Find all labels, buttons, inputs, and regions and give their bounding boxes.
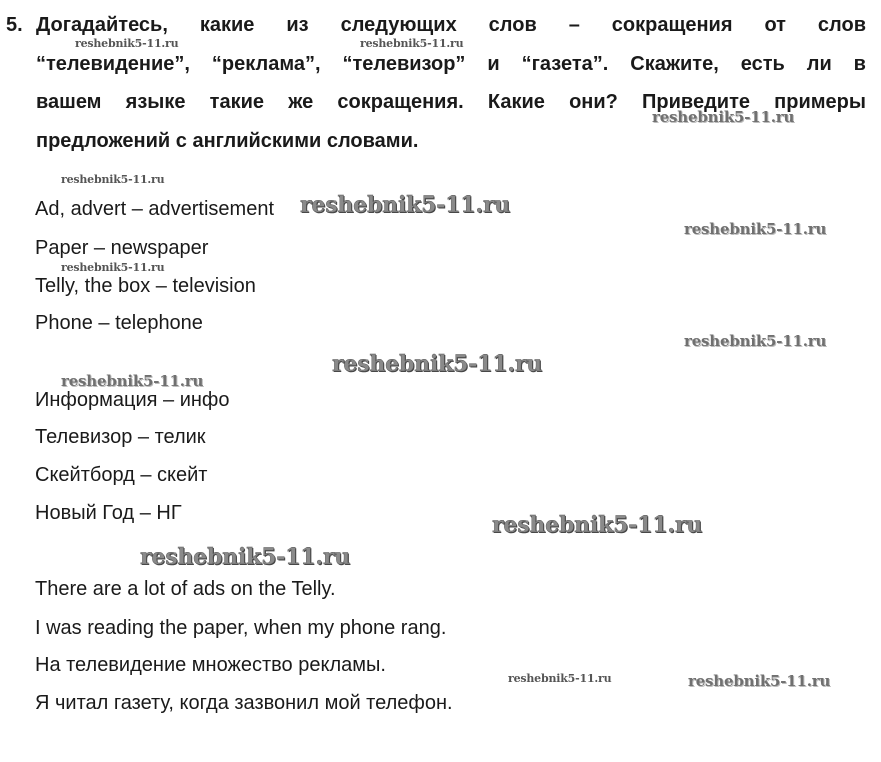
answer-line: Telly, the box – television [35, 275, 256, 297]
task-word: “телевидение”, [36, 52, 190, 75]
task-word: “газета”. [521, 52, 609, 75]
task-word: какие [199, 14, 255, 36]
task-word: 5. Догадайтесь, [6, 6, 168, 45]
task-word: сокращения. [337, 91, 464, 113]
task-word: из [286, 14, 309, 36]
watermark: reshebnik5-11.ru [360, 37, 464, 50]
task-word: они? [569, 91, 618, 113]
answer-line: I was reading the paper, when my phone rang. [35, 617, 447, 639]
watermark: reshebnik5-11.ru [332, 351, 543, 377]
watermark: reshebnik5-11.ru [688, 672, 831, 690]
task-word: следующих [340, 14, 457, 36]
task-word: предложений с английскими словами. [36, 129, 419, 152]
answer-line: Я читал газету, когда зазвонил мой телефон. [35, 692, 453, 714]
task-word: языке [125, 91, 186, 113]
answer-line: Скейтборд – скейт [35, 464, 208, 486]
task-word: Приведите [642, 91, 750, 113]
answer-line: На телевидение множество рекламы. [35, 654, 386, 676]
task-line-4 [6, 122, 866, 161]
answer-line: Ad, advert – advertisement [35, 198, 275, 220]
watermark: reshebnik5-11.ru [61, 372, 204, 390]
answer-line: Телевизор – телик [35, 426, 206, 448]
task-word: примеры [774, 91, 866, 113]
task-word: же [288, 91, 314, 113]
task-word: вашем [36, 91, 102, 113]
task-word: такие [209, 91, 265, 113]
answer-line: Paper – newspaper [35, 237, 209, 259]
watermark: reshebnik5-11.ru [652, 108, 795, 126]
watermark: reshebnik5-11.ru [508, 672, 612, 685]
task-line-2 [6, 45, 866, 84]
watermark: reshebnik5-11.ru [492, 512, 703, 538]
task-word: Скажите, [630, 52, 719, 75]
task-word: сокращения [611, 14, 733, 36]
watermark: reshebnik5-11.ru [684, 332, 827, 350]
task-word: слов [488, 14, 537, 36]
watermark: reshebnik5-11.ru [300, 192, 511, 218]
watermark: reshebnik5-11.ru [75, 37, 179, 50]
answer-line: Информация – инфо [35, 389, 230, 411]
watermark: reshebnik5-11.ru [61, 261, 165, 274]
task-text [6, 6, 866, 160]
task-word: “реклама”, [211, 52, 321, 75]
answer-line: Новый Год – НГ [35, 502, 182, 524]
task-word: ли [806, 52, 832, 75]
task-word: Какие [487, 91, 545, 113]
task-word: есть [740, 52, 785, 75]
watermark: reshebnik5-11.ru [684, 220, 827, 238]
task-word: и [487, 52, 500, 75]
watermark: reshebnik5-11.ru [61, 173, 165, 186]
task-word: слов [817, 14, 866, 36]
task-word: – [568, 14, 580, 36]
answer-line: Phone – telephone [35, 312, 203, 334]
answer-line: There are a lot of ads on the Telly. [35, 578, 336, 600]
task-word: “телевизор” [342, 52, 466, 75]
task-number: 5. [6, 14, 23, 36]
watermark: reshebnik5-11.ru [140, 544, 351, 570]
task-word: от [764, 14, 786, 36]
task-word: в [853, 52, 866, 75]
